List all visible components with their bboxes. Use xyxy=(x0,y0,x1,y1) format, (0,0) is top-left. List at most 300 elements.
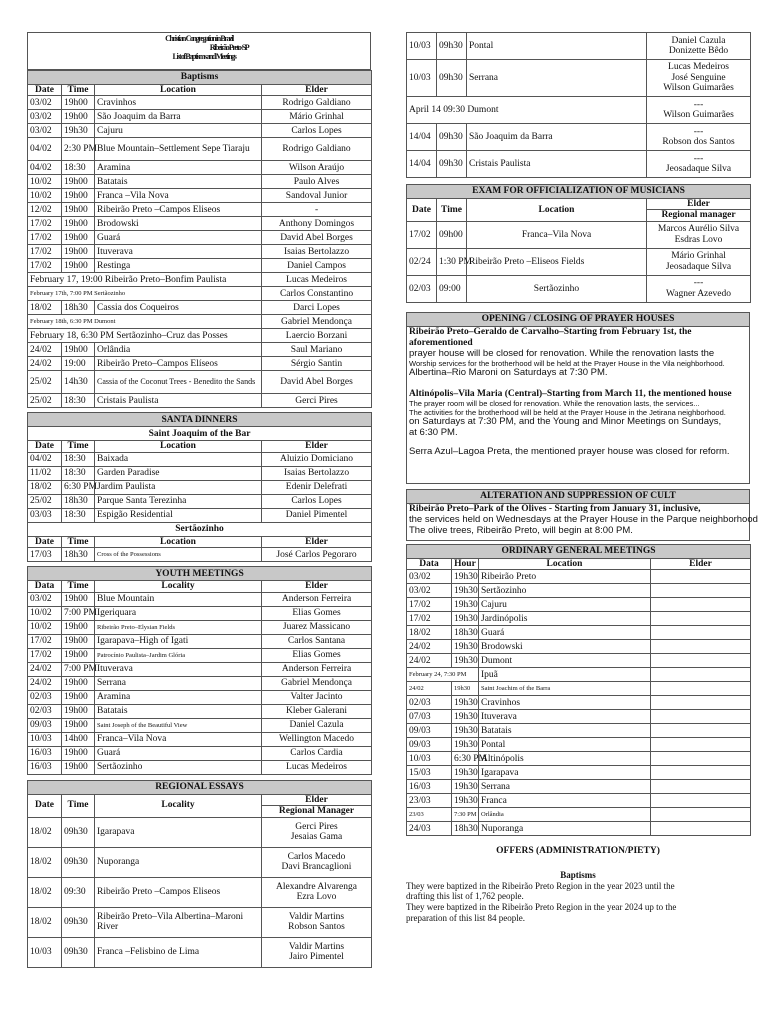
cell-time: 19h00 xyxy=(62,620,95,634)
cell-time: 19h00 xyxy=(62,634,95,648)
cell-location: Ribeirão Preto –Eliseos Fields xyxy=(467,248,647,275)
cell-time: 7:00 PM xyxy=(62,662,95,676)
table-row xyxy=(28,718,372,732)
table-row xyxy=(407,822,751,836)
table-row xyxy=(28,245,372,259)
cell-elder: Elias Gomes xyxy=(262,648,372,662)
cell-time: 19h30 xyxy=(62,124,95,138)
table-row xyxy=(28,937,372,967)
regional-manager-name: Davi Brancaglioni xyxy=(281,862,352,873)
cell-time: 19h00 xyxy=(62,760,95,774)
table-row xyxy=(407,654,751,668)
prayer-p2-l4: on Saturdays at 7:30 PM, and the Young and Minor Meetings on Sundays, xyxy=(409,416,722,428)
cell-elder: Daniel Pimentel xyxy=(262,508,372,522)
santa-dinners-sub-1: Saint Joaquim of the Bar xyxy=(28,427,372,441)
prayer-p2-l3: The activities for the brotherhood will be held at the Prayer House in the Jetirana neighborhood. xyxy=(409,407,726,417)
cell-date: 10/02 xyxy=(28,620,62,634)
table-row xyxy=(28,676,372,690)
regional-manager-name: Robson Santos xyxy=(288,922,345,933)
cell-elders xyxy=(647,151,751,178)
table-row xyxy=(407,151,751,178)
cell-time: 19h30 xyxy=(452,710,479,724)
cell-elder: Anderson Ferreira xyxy=(262,592,372,606)
cell-time: 19h00 xyxy=(62,690,95,704)
cell-location: Espigão Residential xyxy=(95,508,262,522)
col-location: Location xyxy=(95,536,262,547)
document-header xyxy=(27,32,371,70)
santa-dinners-title: SANTA DINNERS xyxy=(28,413,372,427)
extra-name: Wilson Guimarães xyxy=(663,83,734,94)
col-date: Date xyxy=(28,794,62,817)
cell-elder xyxy=(651,598,751,612)
cell-date: 10/03 xyxy=(407,752,452,766)
table-row xyxy=(407,640,751,654)
cell-date: 25/02 xyxy=(28,494,62,508)
offers-line-2: drafting this list of 1,762 people. xyxy=(406,891,524,902)
elder-name: Carlos Macedo xyxy=(287,851,346,862)
cell-date: 24/02 xyxy=(28,662,62,676)
cell-date: 11/02 xyxy=(28,466,62,480)
cell-location: Orlândia xyxy=(479,808,651,822)
cell-time: 18h30 xyxy=(62,494,95,508)
cell-date: 25/02 xyxy=(28,371,62,394)
cell-time: 19h00 xyxy=(62,259,95,273)
table-row xyxy=(28,329,372,343)
cell-time: 18:30 xyxy=(62,452,95,466)
cell-time: 14h30 xyxy=(62,371,95,394)
cell-time: 19h30 xyxy=(452,654,479,668)
cell-location: Igarapava xyxy=(479,766,651,780)
cell-elder xyxy=(651,626,751,640)
cell-elder: Carlos Santana xyxy=(262,634,372,648)
col-date: Data xyxy=(407,558,452,569)
col-elder: Elder xyxy=(651,558,751,569)
cell-time: 19h30 xyxy=(452,794,479,808)
table-row xyxy=(28,690,372,704)
cell-date: 03/02 xyxy=(28,110,62,124)
table-row xyxy=(28,343,372,357)
cell-time: 18h30 xyxy=(452,626,479,640)
cell-date: 07/03 xyxy=(407,710,452,724)
cell-elder: Rodrigo Galdiano xyxy=(262,96,372,110)
cell-elder xyxy=(651,668,751,682)
cell-elder xyxy=(651,570,751,584)
cell-location: Sertãozinho xyxy=(479,584,651,598)
elder-name: --- xyxy=(693,126,704,137)
cell-elder: Wilson Araújo xyxy=(262,161,372,175)
cell-location: Patrocínio Paulista–Jardim Glória xyxy=(95,648,262,662)
cell-elders xyxy=(647,248,751,275)
cell-elder xyxy=(651,724,751,738)
cell-time: 19h30 xyxy=(452,640,479,654)
cell-location: Nuporanga xyxy=(95,847,262,877)
cell-time: 19h30 xyxy=(452,570,479,584)
table-row xyxy=(407,808,751,822)
cell-elders xyxy=(262,817,372,847)
cell-elder: Lucas Medeiros xyxy=(262,760,372,774)
table-row xyxy=(28,877,372,907)
cell-date: 17/02 xyxy=(407,612,452,626)
cell-location: Restinga xyxy=(95,259,262,273)
col-date: Date xyxy=(28,85,62,96)
cell-location: Batatais xyxy=(479,724,651,738)
cell-elder: Saul Mariano xyxy=(262,343,372,357)
cell-date: 10/02 xyxy=(28,189,62,203)
cell-elder: Rodrigo Galdiano xyxy=(262,138,372,161)
cell-elders xyxy=(647,221,751,248)
cell-date: 24/02 xyxy=(407,654,452,668)
cell-time: 09h30 xyxy=(437,60,467,97)
cell-date: 16/03 xyxy=(28,746,62,760)
youth-meetings-table xyxy=(27,566,372,774)
cell-date: 02/03 xyxy=(28,704,62,718)
santa-dinners-table xyxy=(27,412,372,562)
cell-elder: Mário Grinhal xyxy=(262,110,372,124)
cell-elder: Anderson Ferreira xyxy=(262,662,372,676)
col-elder: Elder xyxy=(262,85,372,96)
cell-location: Franca xyxy=(479,794,651,808)
cell-time: 19h30 xyxy=(452,612,479,626)
table-row xyxy=(28,371,372,394)
cell-date: 24/02 xyxy=(28,357,62,371)
cell-location: Ribeirão Preto–Campos Elíseos xyxy=(95,357,262,371)
offers-section xyxy=(406,846,750,923)
cell-location: Pontal xyxy=(467,33,647,60)
cell-date: 15/03 xyxy=(407,766,452,780)
cell-location: Pontal xyxy=(479,738,651,752)
cell-time: 19h00 xyxy=(62,718,95,732)
cell-elder: Laercio Borzani xyxy=(262,329,372,343)
cell-elder: Gerci Pires xyxy=(262,394,372,408)
table-row xyxy=(28,746,372,760)
elder-name: Valdir Martins xyxy=(288,941,345,952)
cell-location: Jardinópolis xyxy=(479,612,651,626)
cell-elder xyxy=(651,766,751,780)
cell-date: 17/02 xyxy=(28,231,62,245)
col-regional-manager: Regional manager xyxy=(647,210,751,221)
col-time: Time xyxy=(62,85,95,96)
cell-date: 03/02 xyxy=(407,584,452,598)
table-row xyxy=(407,584,751,598)
table-row xyxy=(407,738,751,752)
cell-location: Aramina xyxy=(95,690,262,704)
cell-time: 18:30 xyxy=(62,161,95,175)
cell-location: Guará xyxy=(95,231,262,245)
table-row xyxy=(28,287,372,301)
table-row xyxy=(28,110,372,124)
cell-date: 17/02 xyxy=(28,634,62,648)
prayer-p1-l4: Albertina–Rio Maroni on Saturdays at 7:30 PM. xyxy=(409,367,608,379)
col-location: Location xyxy=(95,85,262,96)
cell-date: 09/03 xyxy=(407,724,452,738)
header-line-2: Ribeirão Preto-SP xyxy=(209,42,249,52)
musicians-title: EXAM FOR OFFICIALIZATION OF MUSICIANS xyxy=(407,185,751,199)
cell-time: 19h30 xyxy=(452,724,479,738)
cell-location: Cajuru xyxy=(95,124,262,138)
cell-elders xyxy=(262,907,372,937)
musicians-exam-table xyxy=(406,184,751,303)
table-row xyxy=(28,96,372,110)
cell-date: 23/03 xyxy=(407,808,452,822)
cell-elder: Paulo Alves xyxy=(262,175,372,189)
regional-manager-name: Ezra Lovo xyxy=(296,892,337,903)
cell-date: 03/02 xyxy=(407,570,452,584)
table-row xyxy=(28,548,372,562)
table-row xyxy=(407,275,751,302)
table-row xyxy=(28,466,372,480)
regional-manager-name: Jairo Pimentel xyxy=(289,952,344,963)
table-row xyxy=(28,273,372,287)
cell-elder: Elias Gomes xyxy=(262,606,372,620)
cell-date: 03/03 xyxy=(28,508,62,522)
col-time: Time xyxy=(62,794,95,817)
cell-location: Cajuru xyxy=(479,598,651,612)
table-row xyxy=(407,752,751,766)
col-elder: Elder xyxy=(262,441,372,452)
elder-name: --- xyxy=(693,153,704,164)
cell-date: 09/03 xyxy=(407,738,452,752)
cell-location: Jardim Paulista xyxy=(95,480,262,494)
cell-time: 19:00 xyxy=(62,357,95,371)
offers-line-3: They were baptized in the Ribeirão Preto Region in the year 2024 up to the xyxy=(406,902,677,913)
table-row xyxy=(28,203,372,217)
prayer-p2-bold: Altinópolis–Vila Maria (Central)–Starting from March 11, the mentioned house xyxy=(409,389,732,400)
table-row xyxy=(407,710,751,724)
alteration-l2: the services held on Wednesdays at the Prayer House in the Parque neighborhood xyxy=(409,513,758,525)
cell-date: 18/02 xyxy=(28,301,62,315)
regional-manager-name: José Senguine xyxy=(671,72,726,83)
alteration-l3: The olive trees, Ribeirão Preto, will begin at 8:00 PM. xyxy=(409,524,633,536)
regional-manager-name: Robson dos Santos xyxy=(662,137,735,147)
cell-date: 16/03 xyxy=(407,780,452,794)
cell-time: 18h30 xyxy=(62,301,95,315)
cell-time: 09h30 xyxy=(437,33,467,60)
cell-elder xyxy=(651,752,751,766)
cell-elder: Daniel Cazula xyxy=(262,718,372,732)
cell-time: 09:00 xyxy=(437,275,467,302)
cell-date: 14/04 xyxy=(407,151,437,178)
cell-date: 10/02 xyxy=(28,175,62,189)
table-row xyxy=(407,248,751,275)
cell-time: 19h00 xyxy=(62,676,95,690)
cell-location: Saint Joseph of the Beautiful View xyxy=(95,718,262,732)
left-column xyxy=(27,0,371,968)
cell-date: 04/02 xyxy=(28,138,62,161)
cell-location: Altinópolis xyxy=(479,752,651,766)
cell-date: 17/02 xyxy=(28,648,62,662)
cell-elders xyxy=(647,33,751,60)
cell-time: 09h30 xyxy=(437,124,467,151)
col-date: Date xyxy=(407,199,437,222)
cell-time: 6:30 PM xyxy=(62,480,95,494)
col-time: Time xyxy=(62,581,95,592)
cell-time: 19h00 xyxy=(62,96,95,110)
cell-location: São Joaquim da Barra xyxy=(95,110,262,124)
col-locality: Locality xyxy=(95,794,262,817)
prayer-houses-title: OPENING / CLOSING OF PRAYER HOUSES xyxy=(407,313,749,327)
cell-elder xyxy=(651,612,751,626)
cell-elder: Gabriel Mendonça xyxy=(262,315,372,329)
cell-location: Brodowski xyxy=(95,217,262,231)
alteration-title: ALTERATION AND SUPPRESSION OF CULT xyxy=(407,490,749,504)
header-line-3: List of Baptisms and Meetings xyxy=(172,51,236,61)
table-row xyxy=(407,598,751,612)
cell-time: 19h30 xyxy=(452,738,479,752)
cell-time: 19h00 xyxy=(62,175,95,189)
regional-manager-name: Jeosadaque Silva xyxy=(665,164,732,174)
cell-elder xyxy=(651,682,751,696)
row-summary: February 17th, 7:00 PM Sertãozinho xyxy=(28,287,262,301)
cell-elder: José Carlos Pegoraro xyxy=(262,548,372,562)
regional-manager-name: Jesaias Gama xyxy=(290,832,343,843)
col-location: Location xyxy=(95,441,262,452)
regional-manager-name: Esdras Lovo xyxy=(674,234,723,245)
right-column xyxy=(406,0,758,924)
cell-date: 10/03 xyxy=(407,60,437,97)
cell-location: Sertãozinho xyxy=(467,275,647,302)
cell-location: Orlândia xyxy=(95,343,262,357)
elder-name: Alexandre Alvarenga xyxy=(276,881,357,892)
cell-elder xyxy=(651,780,751,794)
table-row xyxy=(28,704,372,718)
cell-location: Igeriquara xyxy=(95,606,262,620)
cell-date: 24/02 xyxy=(407,640,452,654)
cell-time: 1:30 PM xyxy=(437,248,467,275)
col-date: Data xyxy=(28,581,62,592)
cell-elders xyxy=(647,60,751,97)
table-row xyxy=(28,606,372,620)
baptisms-title: Baptisms xyxy=(28,71,372,85)
regional-manager-name: Donizette Bêdo xyxy=(668,46,729,56)
table-row xyxy=(28,161,372,175)
cell-elders xyxy=(647,124,751,151)
cell-time: 19h30 xyxy=(452,598,479,612)
cell-date: 17/02 xyxy=(28,259,62,273)
elder-name: Marcos Aurélio Silva xyxy=(657,224,740,235)
table-row xyxy=(28,480,372,494)
cell-elder: Isaias Bertolazzo xyxy=(262,245,372,259)
cell-location: Saint Joachim of the Barra xyxy=(479,682,651,696)
table-row xyxy=(28,357,372,371)
cell-location: Cravinhos xyxy=(95,96,262,110)
cell-elder: Juarez Massicano xyxy=(262,620,372,634)
cell-date: 10/02 xyxy=(28,606,62,620)
col-hour: Hour xyxy=(452,558,479,569)
cell-elder xyxy=(651,696,751,710)
cell-time: 09h00 xyxy=(437,221,467,248)
cell-location: Ituverava xyxy=(95,245,262,259)
cell-date: 10/03 xyxy=(28,732,62,746)
cell-date: 17/03 xyxy=(28,548,62,562)
cell-location: Ribeirão Preto –Campos Eliseos xyxy=(95,203,262,217)
cell-location: Franca–Vila Nova xyxy=(467,221,647,248)
cell-date: 09/03 xyxy=(28,718,62,732)
cell-location: Igarapava xyxy=(95,817,262,847)
cell-date: 02/03 xyxy=(407,696,452,710)
cell-date: 17/02 xyxy=(407,221,437,248)
cell-location: Batatais xyxy=(95,704,262,718)
cell-time: 19h00 xyxy=(62,343,95,357)
cell-location: Franca –Vila Nova xyxy=(95,189,262,203)
cell-date: 17/02 xyxy=(28,217,62,231)
table-row xyxy=(28,452,372,466)
baptisms-table xyxy=(27,70,372,408)
table-row xyxy=(407,696,751,710)
cell-location: Ipuã xyxy=(479,668,651,682)
cell-elder: Lucas Medeiros xyxy=(262,273,372,287)
table-row xyxy=(28,494,372,508)
table-row xyxy=(28,847,372,877)
regional-manager-name: Jeosadaque Silva xyxy=(665,261,732,272)
cell-location: Franca –Felisbino de Lima xyxy=(95,937,262,967)
cell-time: 19h00 xyxy=(62,231,95,245)
youth-title: YOUTH MEETINGS xyxy=(28,567,372,581)
table-row xyxy=(28,259,372,273)
cell-time: 7:30 PM xyxy=(452,808,479,822)
cell-location: Igarapava–High of Igati xyxy=(95,634,262,648)
col-elder: Elder xyxy=(262,536,372,547)
santa-dinners-sub-2: Sertãozinho xyxy=(28,522,372,536)
offers-title: OFFERS (ADMINISTRATION/PIETY) xyxy=(496,846,660,857)
table-row xyxy=(407,794,751,808)
cell-date: 04/02 xyxy=(28,452,62,466)
cell-location: Garden Paradise xyxy=(95,466,262,480)
cell-time: 18h30 xyxy=(62,548,95,562)
table-row xyxy=(28,175,372,189)
cell-elder: Sandoval Junior xyxy=(262,189,372,203)
cell-date: 02/03 xyxy=(28,690,62,704)
prayer-p1-l2: prayer house will be closed for renovation. While the renovation lasts the xyxy=(409,347,715,359)
cell-location: Serrana xyxy=(95,676,262,690)
table-row xyxy=(28,231,372,245)
cell-location: Ituverava xyxy=(479,710,651,724)
table-row xyxy=(28,508,372,522)
table-row xyxy=(28,760,372,774)
offers-line-4: preparation of this list 84 people. xyxy=(406,912,525,923)
cell-elder: Wellington Macedo xyxy=(262,732,372,746)
cell-date: 10/03 xyxy=(407,33,437,60)
col-locality: Locality xyxy=(95,581,262,592)
cell-elder: Carlos Lopes xyxy=(262,124,372,138)
cell-date: 24/02 xyxy=(28,343,62,357)
cell-elder xyxy=(651,640,751,654)
table-row xyxy=(28,124,372,138)
cell-location: Cristais Paulista xyxy=(95,394,262,408)
cell-elder: Valter Jacinto xyxy=(262,690,372,704)
cell-elder: David Abel Borges xyxy=(262,371,372,394)
cell-elder: Darci Lopes xyxy=(262,301,372,315)
cell-time: 09h30 xyxy=(62,847,95,877)
cell-time: 09h30 xyxy=(62,907,95,937)
cell-elder xyxy=(651,822,751,836)
cell-date: 02/03 xyxy=(407,275,437,302)
elder-name: --- xyxy=(693,278,704,289)
col-elder: Elder xyxy=(262,794,372,805)
cell-date: 02/24 xyxy=(407,248,437,275)
elder-name: --- xyxy=(693,99,704,110)
cell-elder: David Abel Borges xyxy=(262,231,372,245)
cell-date: 18/02 xyxy=(407,626,452,640)
table-row xyxy=(28,394,372,408)
table-row xyxy=(28,907,372,937)
cell-location: Sertãozinho xyxy=(95,760,262,774)
cell-elder xyxy=(651,808,751,822)
cell-date: 23/03 xyxy=(407,794,452,808)
table-row xyxy=(407,33,751,60)
cell-date: 18/02 xyxy=(28,877,62,907)
elder-name: Gerci Pires xyxy=(295,821,338,832)
table-row xyxy=(407,626,751,640)
